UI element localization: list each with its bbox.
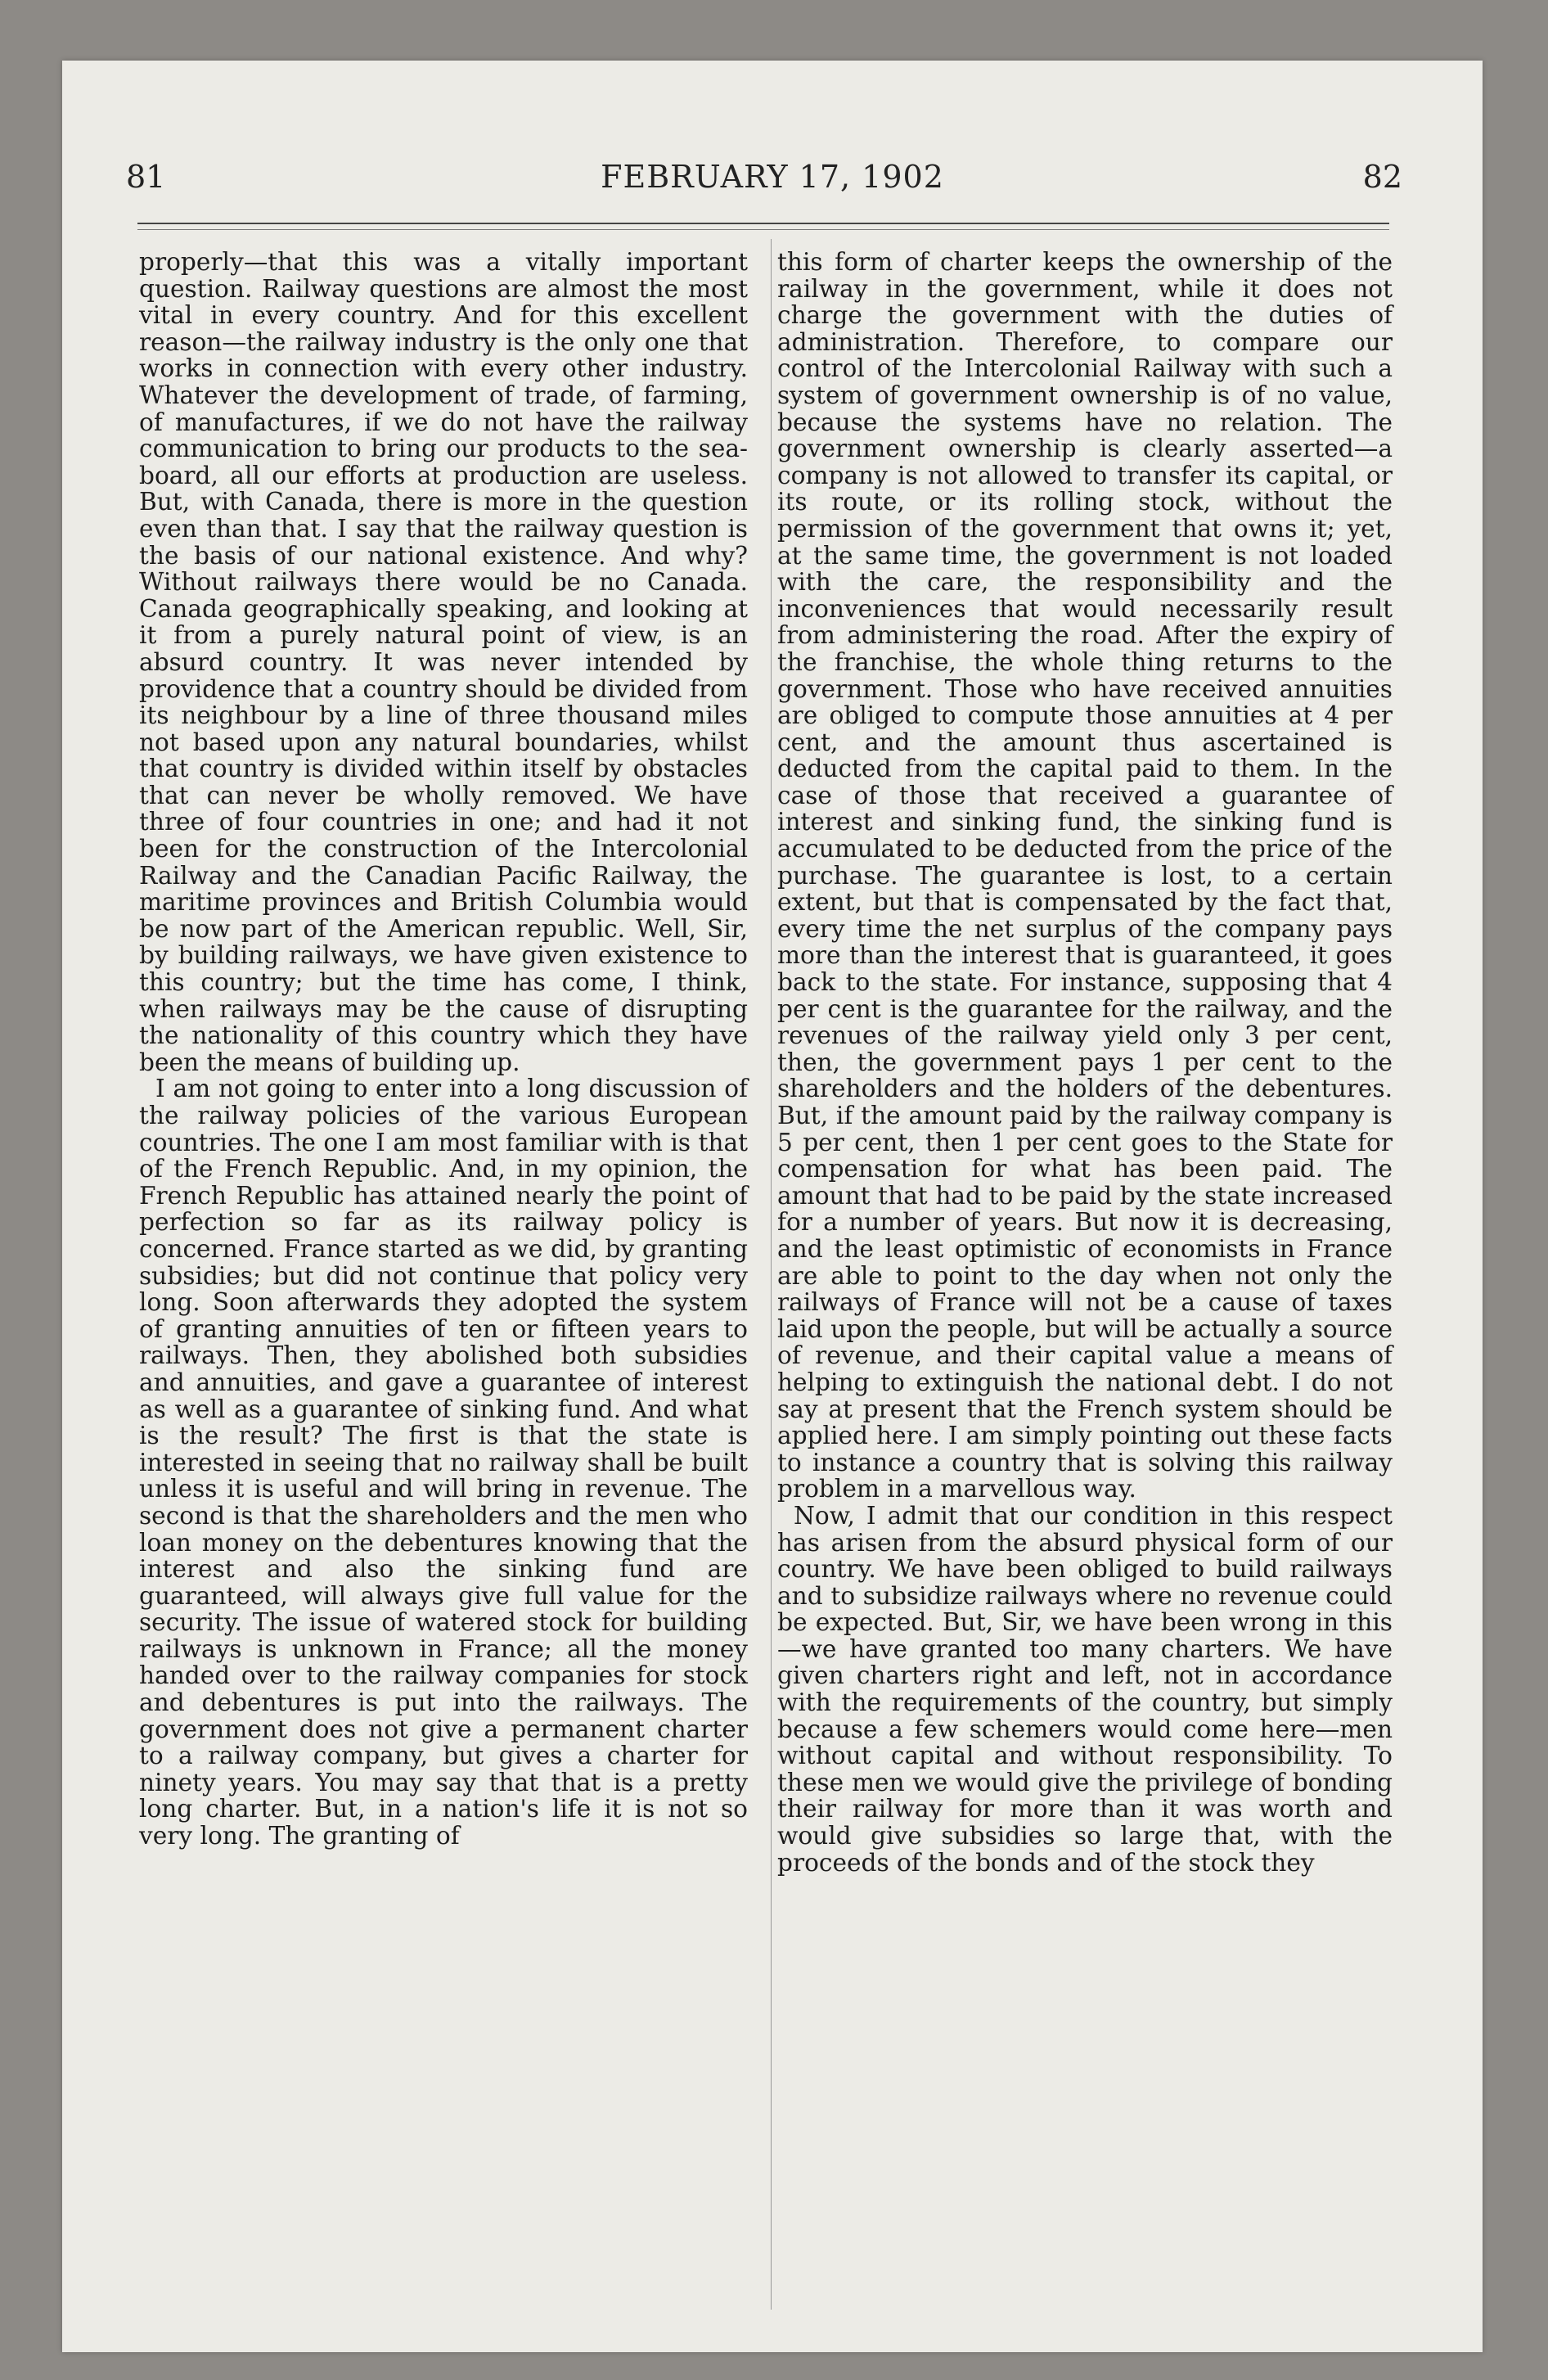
paragraph: this form of charter keeps the ownership of the railway in the government, while it does not charge the government with the duties of administration. Therefore, to compare our control of the Intercolonial Railway with such a system of government ownership is of no value, because the systems have no relation. The government ownership is clearly asserted—a company is not allowed to transfer its capital, or its route, or its rolling stock, without the permission of the government that owns it; yet, at the same time, the government is not loaded with the care, the responsibility and the inconveniences that would necessarily result from administering the road. After the expiry of the franchise, the whole thing returns to the government. Those who have received annuities are obliged to compute those annuities at 4 per cent, and the amount thus ascertained is deducted from the capital paid to them. In the case of those that received a guarantee of interest and sinking fund, the sinking fund is accumulated to be deducted from the price of the purchase. The guarantee is lost, to a certain extent, but that is compensated by the fact that, every time the net surplus of the company pays more than the interest that is guaranteed, it goes back to the state. For instance, supposing that 4 per cent is the guarantee for the railway, and the revenues of the railway yield only 3 per cent, then, the government pays 1 per cent to the shareholders and the holders of the debentures. But, if the amount paid by the railway company is 5 per cent, then 1 per cent goes to the State for compensation for what has been paid. The amount that had to be paid by the state increased for a number of years. But now it is decreasing, and the least optimistic of economists in France are able to point to the day when not only the railways of France will not be a cause of taxes laid upon the people, but will be actually a source of revenue, and their capital value a means of helping to extinguish the national debt. I do not say at present that the French system should be applied here. I am simply pointing out these facts to instance a country that is solving this railway problem in a marvellous way. — [777, 248, 1393, 1503]
paragraph: properly—that this was a vitally important question. Railway questions are almost the most vital in every country. And for this excellent reason—the railway industry is the only one that works in connection with every other industry. Whatever the development of trade, of farming, of manufactures, if we do not have the railway communication to bring our products to the sea-board, all our efforts at production are useless. But, with Canada, there is more in the question even than that. I say that the railway question is the basis of our national existence. And why? Without railways there would be no Canada. Canada geographically speaking, and looking at it from a purely natural point of view, is an absurd country. It was never intended by providence that a country should be divided from its neighbour by a line of three thousand miles not based upon any natural boundaries, whilst that country is divided within itself by obstacles that can never be wholly removed. We have three of four countries in one; and had it not been for the construction of the Intercolonial Railway and the Canadian Pacific Railway, the maritime provinces and British Columbia would be now part of the American republic. Well, Sir, by building railways, we have given existence to this country; but the time has come, I think, when railways may be the cause of disrupting the nationality of this country which they have been the means of building up. — [139, 248, 748, 1076]
header-rule-secondary — [137, 229, 1389, 230]
header-date: FEBRUARY 17, 1902 — [601, 159, 944, 195]
paragraph: Now, I admit that our condition in this respect has arisen from the absurd physical form of our country. We have been obliged to build railways and to subsidize railways where no revenue could be expected. But, Sir, we have been wrong in this—we have granted too many charters. We have given charters right and left, not in accordance with the requirements of the country, but simply because a few schemers would come here—men without capital and without responsibility. To these men we would give the privilege of bonding their railway for more than it was worth and would give subsidies so large that, with the proceeds of the bonds and of the stock they — [777, 1501, 1393, 1877]
left-column — [139, 249, 748, 1850]
right-column — [777, 249, 1393, 1876]
paragraph: I am not going to enter into a long discussion of the railway policies of the various European countries. The one I am most familiar with is that of the French Republic. And, in my opinion, the French Republic has attained nearly the point of perfection so far as its railway policy is concerned. France started as we did, by granting subsidies; but did not continue that policy very long. Soon afterwards they adopted the system of granting annuities of ten or fifteen years to railways. Then, they abolished both subsidies and annuities, and gave a guarantee of interest as well as a guarantee of sinking fund. And what is the result? The first is that the state is interested in seeing that no railway shall be built unless it is useful and will bring in revenue. The second is that the shareholders and the men who loan money on the debentures knowing that the interest and also the sinking fund are guaranteed, will always give full value for the security. The issue of watered stock for building railways is unknown in France; all the money handed over to the railway companies for stock and debentures is put into the railways. The government does not give a permanent charter to a railway company, but gives a charter for ninety years. You may say that that is a pretty long charter. But, in a nation's life it is not so very long. The granting of — [139, 1075, 748, 1850]
page-number-left: 81 — [126, 159, 166, 195]
column-divider — [771, 239, 772, 2310]
page-header — [62, 159, 1483, 208]
header-rule — [137, 223, 1389, 224]
page-number-right: 82 — [1362, 159, 1402, 195]
document-page — [62, 61, 1483, 2352]
